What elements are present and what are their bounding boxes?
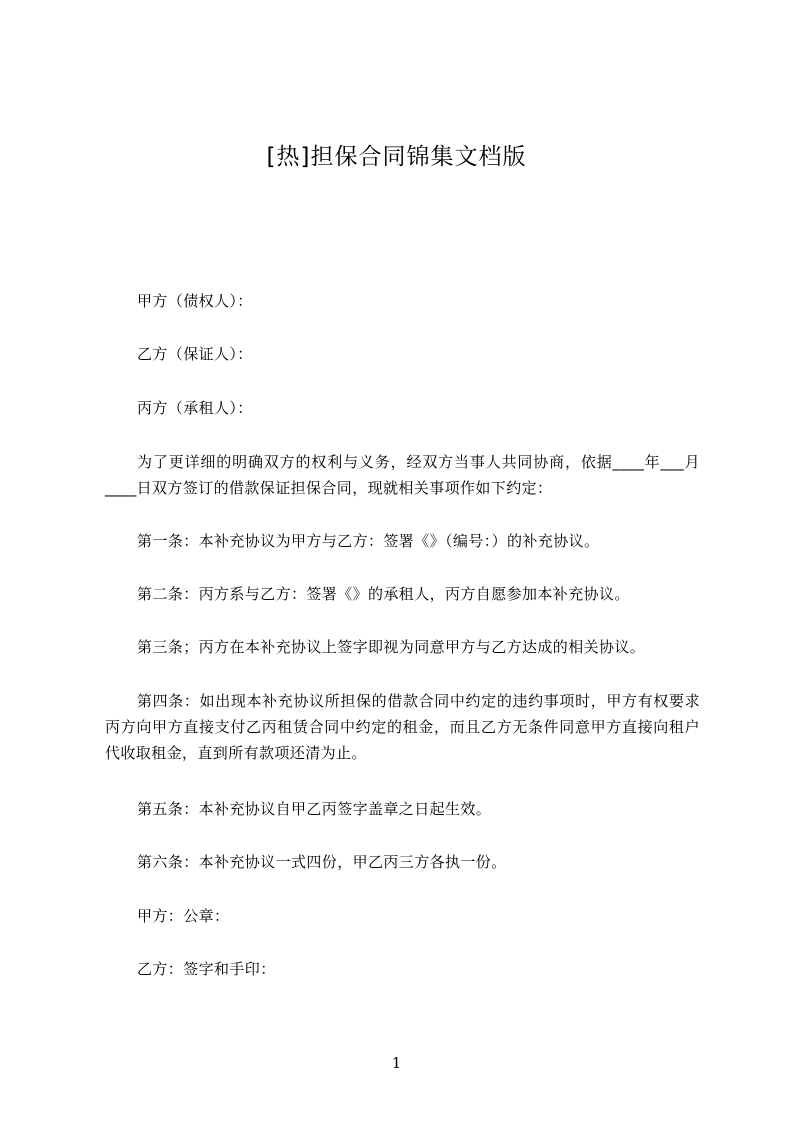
- party-a-seal-line: 甲方：公章：: [137, 907, 230, 925]
- article-5: 第五条：本补充协议自甲乙丙签字盖章之日起生效。: [137, 800, 492, 818]
- article-1: 第一条：本补充协议为甲方与乙方：签署《》（编号：）的补充协议。: [137, 532, 600, 550]
- party-b-line: 乙方（保证人）：: [137, 345, 253, 363]
- party-c-line: 丙方（承租人）：: [137, 399, 253, 417]
- article-2: 第二条：丙方系与乙方：签署《》的承租人，丙方自愿参加本补充协议。: [137, 585, 630, 603]
- party-a-line: 甲方（债权人）：: [137, 292, 253, 310]
- article-3: 第三条；丙方在本补充协议上签字即视为同意甲方与乙方达成的相关协议。: [137, 638, 646, 656]
- article-6: 第六条：本补充协议一式四份，甲乙丙三方各执一份。: [137, 853, 507, 871]
- document-title: [热]担保合同锦集文档版: [266, 144, 527, 170]
- article-4: 第四条：如出现本补充协议所担保的借款合同中约定的违约事项时，甲方有权要求丙方向甲方直接支付乙丙租赁合同中约定的租金，而且乙方无条件同意甲方直接向租户代收取租金，直到所有款项还清为止。: [105, 692, 700, 762]
- preamble-paragraph: 为了更详细的明确双方的权利与义务，经双方当事人共同协商，依据____年___月____日双方签订的借款保证担保合同，现就相关事项作如下约定：: [105, 453, 700, 497]
- party-b-signature-line: 乙方：签字和手印：: [137, 960, 276, 978]
- page-number: 1: [391, 1054, 402, 1072]
